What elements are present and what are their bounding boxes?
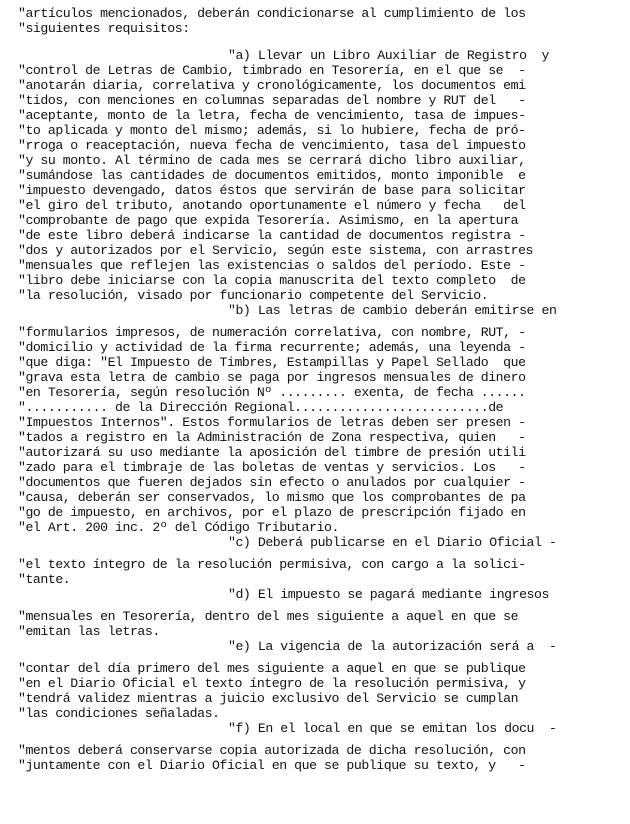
text-line: "el texto íntegro de la resolución permisiva, con cargo a la solici- [18, 557, 526, 572]
text-line: "el giro del tributo, anotando oportunamente el número y fecha del [18, 198, 526, 213]
text-line: "y su monto. Al término de cada mes se cerrará dicho libro auxiliar, [18, 153, 526, 168]
text-line: "dos y autorizados por el Servicio, según este sistema, con arrastres [18, 243, 534, 258]
text-line: "artículos mencionados, deberán condicionarse al cumplimiento de los [18, 6, 526, 21]
text-line: "zado para el timbraje de las boletas de ventas y servicios. Los - [18, 460, 526, 475]
text-line: "autorizará su uso mediante la aposición del timbre de presión utili [18, 445, 526, 460]
text-line: "impuesto devengado, datos éstos que servirán de base para solicitar [18, 183, 526, 198]
text-line: "anotarán diaria, correlativa y cronológicamente, los documentos emi [18, 78, 526, 93]
text-line: "juntamente con el Diario Oficial en que se publique su texto, y - [18, 758, 526, 773]
text-line: "mentos deberá conservarse copia autorizada de dicha resolución, con [18, 743, 526, 758]
text-line: "go de impuesto, en archivos, por el plazo de prescripción fijado en [18, 505, 526, 520]
text-line: "rroga o reaceptación, nueva fecha de vencimiento, tasa del impuesto [18, 138, 526, 153]
text-line: "siguientes requisitos: [18, 21, 190, 36]
text-line: "tidos, con menciones en columnas separadas del nombre y RUT del - [18, 93, 526, 108]
text-line: "mensuales que reflejen las existencias o saldos del período. Este - [18, 258, 526, 273]
paragraph-d-heading: "d) El impuesto se pagará mediante ingresos [228, 587, 549, 602]
text-line: "grava esta letra de cambio se paga por ingresos mensuales de dinero [18, 370, 526, 385]
text-line: "de este libro deberá indicarse la cantidad de documentos registra - [18, 228, 526, 243]
text-line: "el Art. 200 inc. 2º del Código Tributario. [18, 520, 339, 535]
text-line: "tendrá validez mientras a juicio exclusivo del Servicio se cumplan [18, 691, 519, 706]
text-line: "contar del día primero del mes siguiente a aquel en que se publique [18, 661, 526, 676]
text-line: "en el Diario Oficial el texto íntegro de la resolución permisiva, y [18, 676, 526, 691]
text-line: "libro debe iniciarse con la copia manuscrita del texto completo de [18, 273, 526, 288]
text-line: "documentos que fueren dejados sin efecto o anulados por cualquier - [18, 475, 526, 490]
paragraph-f-heading: "f) En el local en que se emitan los docu - [228, 721, 557, 736]
paragraph-e-heading: "e) La vigencia de la autorización será a - [228, 639, 557, 654]
text-line: "to aplicada y monto del mismo; además, si lo hubiere, fecha de pró- [18, 123, 526, 138]
text-line: "formularios impresos, de numeración correlativa, con nombre, RUT, - [18, 325, 526, 340]
paragraph-b-heading: "b) Las letras de cambio deberán emitirse en [228, 303, 557, 318]
text-line: "Impuestos Internos". Estos formularios de letras deben ser presen - [18, 415, 526, 430]
text-line: "........... de la Dirección Regional..........................de [18, 400, 504, 415]
text-line: "causa, deberán ser conservados, lo mismo que los comprobantes de pa [18, 490, 526, 505]
paragraph-a-heading: "a) Llevar un Libro Auxiliar de Registro y [228, 48, 549, 63]
text-line: "comprobante de pago que expida Tesorería. Asimismo, en la apertura [18, 213, 519, 228]
text-line: "las condiciones señaladas. [18, 706, 220, 721]
paragraph-c-heading: "c) Deberá publicarse en el Diario Oficial - [228, 535, 557, 550]
text-line: "aceptante, monto de la letra, fecha de vencimiento, tasa de impues- [18, 108, 526, 123]
text-line: "domicilio y actividad de la firma recurrente; además, una leyenda - [18, 340, 526, 355]
text-line: "en Tesorería, según resolución Nº ......... exenta, de fecha ...... [18, 385, 526, 400]
text-line: "tante. [18, 572, 71, 587]
text-line: "control de Letras de Cambio, timbrado en Tesorería, en el que se - [18, 63, 526, 78]
text-line: "la resolución, visado por funcionario competente del Servicio. [18, 288, 489, 303]
text-line: "mensuales en Tesorería, dentro del mes siguiente a aquel en que se [18, 609, 519, 624]
text-line: "tados a registro en la Administración de Zona respectiva, quien - [18, 430, 526, 445]
text-line: "que diga: "El Impuesto de Timbres, Estampillas y Papel Sellado que [18, 355, 526, 370]
text-line: "sumándose las cantidades de documentos emitidos, monto imponible e [18, 168, 526, 183]
text-line: "emitan las letras. [18, 624, 160, 639]
